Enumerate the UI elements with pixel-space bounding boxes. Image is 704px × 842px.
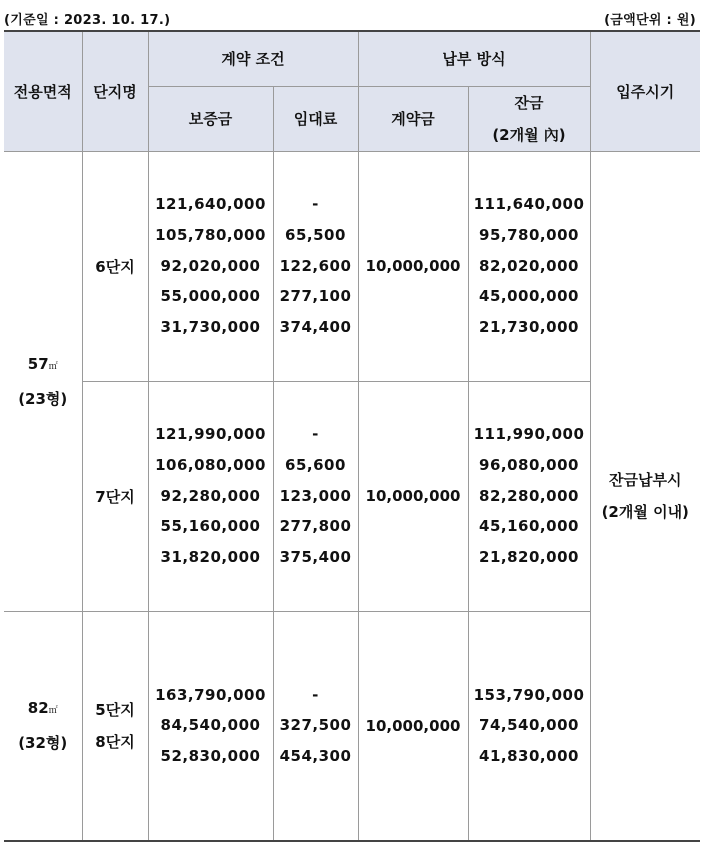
deposit-value: 92,020,000	[160, 256, 261, 275]
balance-cell	[468, 151, 590, 381]
pyeong-value: (23형)	[18, 389, 68, 408]
down-payment-value: 10,000,000	[358, 151, 468, 381]
complex-name: 7단지	[82, 381, 148, 611]
area-unit: ㎡	[48, 706, 58, 717]
rent-cell	[273, 611, 358, 841]
rent-value: 122,600	[279, 256, 352, 275]
balance-value: 45,160,000	[479, 517, 579, 536]
deposit-value: 84,540,000	[160, 716, 261, 735]
header-balance	[468, 86, 590, 151]
deposit-cell	[148, 381, 273, 611]
area-unit: ㎡	[48, 361, 58, 372]
move-in-cell	[590, 151, 700, 841]
complex-name: 6단지	[82, 151, 148, 381]
balance-value: 82,280,000	[479, 486, 579, 505]
deposit-value: 121,990,000	[155, 425, 266, 443]
rent-cell	[273, 381, 358, 611]
rent-value: 65,500	[285, 225, 346, 244]
deposit-value: 55,160,000	[160, 517, 261, 536]
down-payment-value: 10,000,000	[358, 381, 468, 611]
header-move-in: 입주시기	[590, 31, 700, 151]
header-payment-method: 납부 방식	[358, 31, 590, 86]
balance-value: 96,080,000	[479, 455, 579, 474]
balance-value: 41,830,000	[479, 747, 579, 766]
balance-cell	[468, 611, 590, 841]
header-rent: 임대료	[273, 86, 358, 151]
rent-value: 454,300	[279, 747, 352, 766]
balance-value: 153,790,000	[473, 685, 585, 704]
balance-value: 82,020,000	[479, 256, 579, 275]
deposit-value: 163,790,000	[155, 685, 266, 704]
rent-cell	[273, 151, 358, 381]
complex-name-cell	[82, 611, 148, 841]
deposit-value: 31,820,000	[160, 548, 261, 567]
unit-note: (금액단위 : 원)	[604, 13, 696, 28]
balance-value: 21,730,000	[479, 318, 579, 337]
area-cell	[4, 611, 82, 841]
complex-name: 8단지	[95, 732, 135, 751]
area-value: 82	[27, 699, 49, 718]
rent-value: 65,600	[285, 455, 346, 474]
header-area: 전용면적	[4, 31, 82, 151]
area-value: 57	[27, 354, 49, 373]
deposit-value: 55,000,000	[160, 287, 261, 306]
balance-value: 74,540,000	[479, 716, 579, 735]
pyeong-value: (32형)	[18, 734, 68, 753]
rent-value: 123,000	[279, 486, 352, 505]
rent-value: -	[312, 195, 319, 213]
complex-name: 5단지	[95, 700, 135, 719]
down-payment-value: 10,000,000	[358, 611, 468, 841]
balance-value: 45,000,000	[479, 287, 579, 306]
header-balance-sub: (2개월 內)	[492, 125, 566, 144]
header-down-payment: 계약금	[358, 86, 468, 151]
rent-table	[4, 30, 700, 842]
rent-value: -	[312, 685, 319, 704]
balance-value: 21,820,000	[479, 548, 579, 567]
move-in-value: 잔금납부시	[609, 470, 682, 489]
rent-value: 277,800	[279, 517, 352, 536]
balance-value: 111,640,000	[473, 195, 585, 213]
header-deposit: 보증금	[148, 86, 273, 151]
balance-cell	[468, 381, 590, 611]
rent-value: -	[312, 425, 319, 443]
rent-value: 277,100	[279, 287, 352, 306]
deposit-value: 121,640,000	[155, 195, 266, 213]
rent-value: 375,400	[279, 548, 352, 567]
deposit-value: 92,280,000	[160, 486, 261, 505]
deposit-cell	[148, 611, 273, 841]
deposit-value: 31,730,000	[160, 318, 261, 337]
move-in-note: (2개월 이내)	[601, 502, 689, 521]
area-cell	[4, 151, 82, 611]
balance-value: 95,780,000	[479, 225, 579, 244]
deposit-value: 105,780,000	[155, 225, 266, 244]
rent-value: 327,500	[279, 716, 352, 735]
balance-value: 111,990,000	[473, 425, 585, 443]
header-contract-terms: 계약 조건	[148, 31, 358, 86]
rent-value: 374,400	[279, 318, 352, 337]
base-date: (기준일 : 2023. 10. 17.)	[4, 13, 171, 28]
header-balance-label: 잔금	[514, 93, 544, 112]
deposit-value: 52,830,000	[160, 747, 261, 766]
header-complex: 단지명	[82, 31, 148, 151]
deposit-value: 106,080,000	[155, 455, 266, 474]
deposit-cell	[148, 151, 273, 381]
